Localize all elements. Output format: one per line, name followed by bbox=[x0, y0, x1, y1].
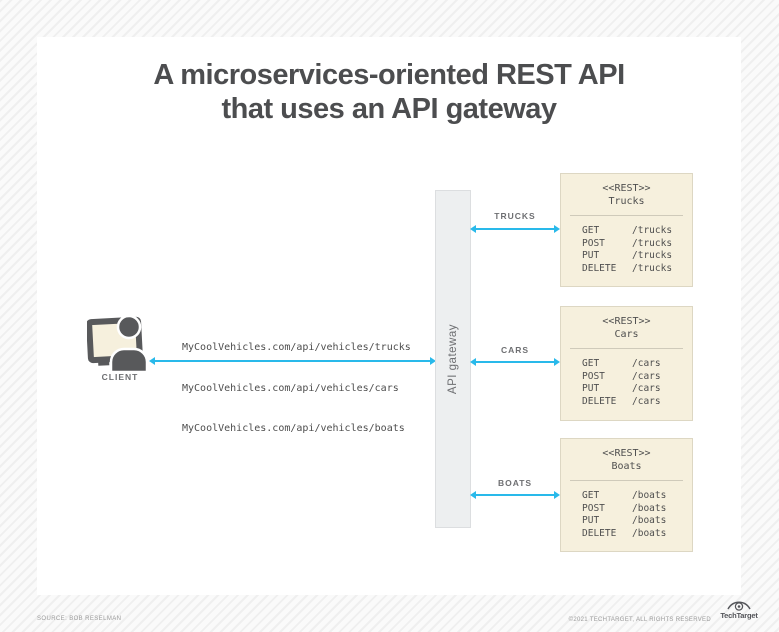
endpoint-row bbox=[561, 396, 692, 409]
endpoint-method: DELETE bbox=[582, 395, 617, 407]
endpoint-method: DELETE bbox=[582, 262, 617, 274]
client-gateway-arrow bbox=[151, 360, 434, 362]
endpoint-row bbox=[561, 263, 692, 276]
endpoint-method: GET bbox=[582, 358, 600, 369]
endpoint-method: POST bbox=[582, 370, 605, 382]
diagram-title bbox=[37, 58, 741, 126]
api-gateway-label: API gateway bbox=[447, 323, 459, 395]
service-name: Trucks bbox=[608, 195, 645, 207]
diagram-title-line1: A microservices-oriented REST API bbox=[153, 59, 625, 91]
gateway-boats-arrow bbox=[472, 494, 558, 496]
diagram-title-line2: that uses an API gateway bbox=[221, 93, 557, 125]
service-header bbox=[561, 307, 692, 341]
service-divider bbox=[570, 348, 683, 349]
endpoint-method: GET bbox=[582, 225, 600, 236]
source-credit: SOURCE: BOB RESELMAN bbox=[37, 616, 122, 622]
endpoint-method: POST bbox=[582, 502, 605, 514]
service-header bbox=[561, 439, 692, 473]
endpoint-row bbox=[561, 383, 692, 396]
endpoint-row bbox=[561, 250, 692, 263]
brand-wordmark: TechTarget bbox=[720, 611, 758, 620]
endpoint-path: /trucks bbox=[632, 225, 673, 236]
endpoint-path: /boats bbox=[632, 502, 667, 514]
route-label-trucks: TRUCKS bbox=[494, 211, 536, 221]
endpoint-row bbox=[561, 371, 692, 384]
endpoint-row bbox=[561, 503, 692, 516]
endpoint-row bbox=[561, 490, 692, 503]
endpoint-method: DELETE bbox=[582, 527, 617, 539]
endpoint-method: GET bbox=[582, 490, 600, 501]
endpoint-row bbox=[561, 515, 692, 528]
service-header bbox=[561, 174, 692, 208]
gateway-cars-arrow bbox=[472, 361, 558, 363]
request-url: MyCoolVehicles.com/api/vehicles/trucks bbox=[182, 342, 411, 353]
request-url: MyCoolVehicles.com/api/vehicles/cars bbox=[182, 382, 399, 394]
endpoint-method: PUT bbox=[582, 515, 600, 526]
route-label-cars: CARS bbox=[500, 345, 530, 355]
client-monitor-user-icon bbox=[87, 314, 155, 372]
request-url: MyCoolVehicles.com/api/vehicles/boats bbox=[182, 423, 405, 434]
endpoint-row bbox=[561, 238, 692, 251]
endpoint-method: POST bbox=[582, 237, 605, 249]
service-divider bbox=[570, 480, 683, 481]
service-endpoints bbox=[561, 490, 692, 540]
api-gateway-bar bbox=[435, 190, 471, 528]
copyright-text: ©2021 TECHTARGET, ALL RIGHTS RESERVED bbox=[568, 617, 711, 623]
endpoint-path: /trucks bbox=[632, 237, 673, 249]
endpoint-path: /trucks bbox=[632, 262, 673, 274]
service-endpoints bbox=[561, 225, 692, 275]
service-stereotype: <<REST>> bbox=[602, 448, 651, 459]
service-stereotype: <<REST>> bbox=[602, 183, 651, 194]
endpoint-path: /cars bbox=[632, 395, 661, 407]
client-label: CLIENT bbox=[101, 372, 139, 382]
service-name: Cars bbox=[614, 328, 639, 340]
endpoint-path: /cars bbox=[632, 370, 661, 382]
techtarget-logo bbox=[714, 598, 764, 620]
endpoint-row bbox=[561, 225, 692, 238]
endpoint-method: PUT bbox=[582, 383, 600, 394]
service-divider bbox=[570, 215, 683, 216]
service-box-trucks bbox=[560, 173, 693, 287]
endpoint-path: /cars bbox=[632, 358, 661, 369]
service-name: Boats bbox=[611, 460, 642, 472]
service-box-cars bbox=[560, 306, 693, 421]
route-label-boats: BOATS bbox=[497, 478, 533, 488]
service-stereotype: <<REST>> bbox=[602, 316, 651, 327]
service-box-boats bbox=[560, 438, 693, 552]
endpoint-row bbox=[561, 358, 692, 371]
endpoint-method: PUT bbox=[582, 250, 600, 261]
endpoint-path: /boats bbox=[632, 527, 667, 539]
endpoint-row bbox=[561, 528, 692, 541]
endpoint-path: /cars bbox=[632, 383, 661, 394]
gateway-trucks-arrow bbox=[472, 228, 558, 230]
service-endpoints bbox=[561, 358, 692, 408]
endpoint-path: /boats bbox=[632, 490, 667, 501]
client-request-urls bbox=[182, 314, 411, 463]
endpoint-path: /trucks bbox=[632, 250, 673, 261]
endpoint-path: /boats bbox=[632, 515, 667, 526]
eye-icon bbox=[726, 598, 752, 611]
